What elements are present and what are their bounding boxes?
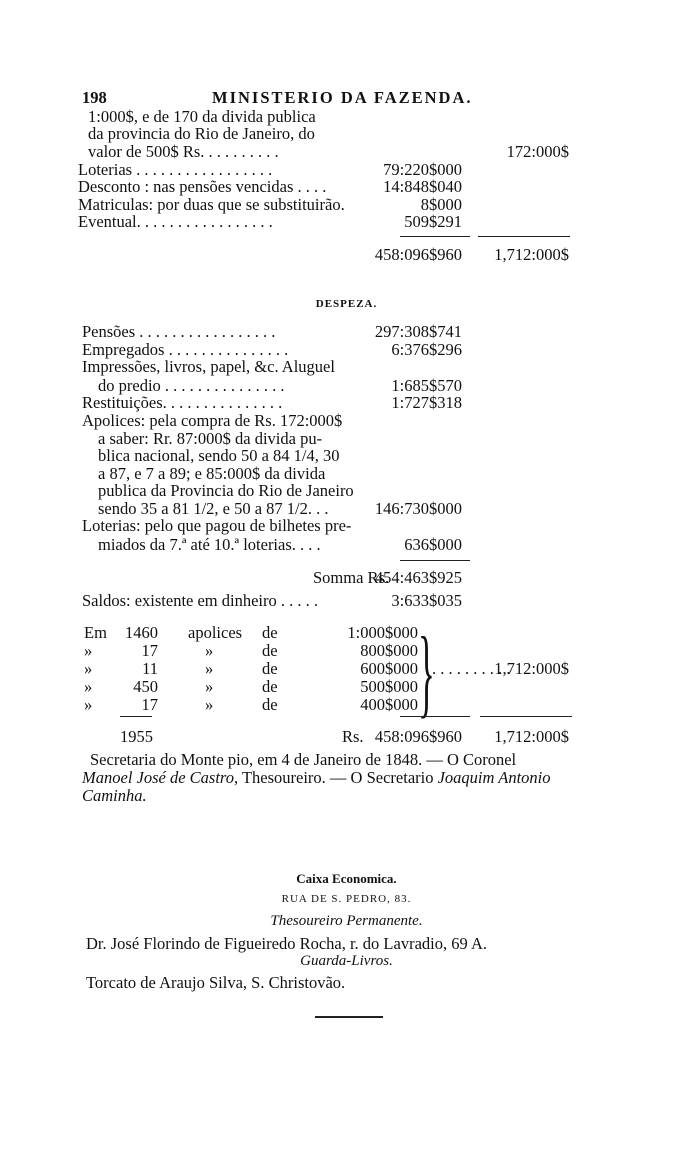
col1-amount: 636$000 xyxy=(404,535,462,554)
ledger-line xyxy=(0,393,693,413)
signature-line xyxy=(0,750,693,770)
apolice-value: 1:000$000 xyxy=(347,623,418,642)
line-text: do predio . . . . . . . . . . . . . . . xyxy=(98,376,285,395)
rs-label: Rs. xyxy=(342,727,364,746)
caixa-address: RUA DE S. PEDRO, 83. xyxy=(281,893,412,905)
apolice-de: de xyxy=(262,641,278,660)
col2-amount: 172:000$ xyxy=(506,142,569,161)
line-text: Pensões . . . . . . . . . . . . . . . . . xyxy=(82,322,276,341)
ledger-line xyxy=(0,516,693,536)
final-totals xyxy=(0,727,693,747)
col1-amount: 1:727$318 xyxy=(391,393,462,412)
leader: . . . . . . . . . . xyxy=(432,659,511,678)
ledger-line xyxy=(0,124,693,144)
line-text: publica da Provincia do Rio de Janeiro xyxy=(98,481,354,500)
apolice-count: 450 xyxy=(133,677,158,696)
treasurer-entry: Dr. José Florindo de Figueiredo Rocha, r. do Lavradio, 69 A. xyxy=(86,934,487,953)
line-text: Loterias . . . . . . . . . . . . . . . . . xyxy=(78,160,273,179)
apolice-count: 1460 xyxy=(125,623,158,642)
brace: } xyxy=(418,616,435,727)
ledger-line xyxy=(0,142,693,162)
page-number: 198 xyxy=(82,88,107,107)
ledger-line xyxy=(0,481,693,501)
line-text: Impressões, livros, papel, &c. Aluguel xyxy=(82,357,335,376)
apolice-value: 400$000 xyxy=(360,695,418,714)
line-text: valor de 500$ Rs. . . . . . . . . . xyxy=(88,142,279,161)
apolice-word: » xyxy=(205,677,214,696)
bookkeeper-entry: Torcato de Araujo Silva, S. Christovão. xyxy=(86,973,346,992)
ledger-line xyxy=(0,212,693,232)
line-text: Apolices: pela compra de Rs. 172:000$ xyxy=(82,411,343,430)
apolice-prefix: » xyxy=(84,659,93,678)
somma-label: Somma Rs. xyxy=(313,568,390,587)
ledger-line xyxy=(0,446,693,466)
line-text: Matriculas: por duas que se substituirão. xyxy=(78,195,345,214)
apolice-de: de xyxy=(262,677,278,696)
total-col2: 1,712:000$ xyxy=(494,245,569,264)
line-text: Empregados . . . . . . . . . . . . . . . xyxy=(82,340,289,359)
apolice-row xyxy=(0,695,693,715)
divider xyxy=(478,236,570,237)
apolice-row xyxy=(0,641,693,661)
apolice-row xyxy=(0,677,693,697)
apolice-count: 11 xyxy=(142,659,158,678)
col1-amount: 297:308$741 xyxy=(374,322,462,341)
apolice-de: de xyxy=(262,659,278,678)
count-total: 1955 xyxy=(120,727,153,746)
divider xyxy=(120,716,152,717)
role-bookkeeper: Guarda-Livros. xyxy=(300,953,393,969)
saldos-value: 3:633$035 xyxy=(391,591,462,610)
col1-amount: 1:685$570 xyxy=(391,376,462,395)
line-text: da provincia do Rio de Janeiro, do xyxy=(88,124,315,143)
final-col1: 458:096$960 xyxy=(374,727,462,746)
apolice-count: 17 xyxy=(141,695,158,714)
apolice-value: 600$000 xyxy=(360,659,418,678)
divider xyxy=(480,716,572,717)
col1-amount: 79:220$000 xyxy=(383,160,462,179)
line-text: Loterias: pelo que pagou de bilhetes pre- xyxy=(82,516,352,535)
line-text: blica nacional, sendo 50 a 84 1/4, 30 xyxy=(98,446,340,465)
apolice-word: » xyxy=(205,659,214,678)
line-text: 1:000$, e de 170 da divida publica xyxy=(88,107,316,126)
line-text: a saber: Rr. 87:000$ da divida pu- xyxy=(98,429,323,448)
saldos-row xyxy=(0,591,693,611)
signature-line xyxy=(0,768,693,788)
apolice-de: de xyxy=(262,623,278,642)
receita-totals xyxy=(0,245,693,265)
line-text: Restituições. . . . . . . . . . . . . . . xyxy=(82,393,283,412)
end-rule xyxy=(315,1016,383,1018)
apolice-prefix: » xyxy=(84,641,93,660)
apolice-word: » xyxy=(205,695,214,714)
line-text: sendo 35 a 81 1/2, e 50 a 87 1/2. . . xyxy=(98,499,329,518)
signature-text: Secretaria do Monte pio, em 4 de Janeiro de 1848. — O Coronel xyxy=(90,750,517,769)
col1-amount: 6:376$296 xyxy=(391,340,462,359)
apolice-word: » xyxy=(205,641,214,660)
line-text: miados da 7.ª até 10.ª loterias. . . . xyxy=(98,535,321,554)
caixa-title: Caixa Economica. xyxy=(296,871,397,886)
divider xyxy=(400,236,470,237)
running-title: MINISTERIO DA FAZENDA. xyxy=(212,88,473,107)
apolice-value: 800$000 xyxy=(360,641,418,660)
divider xyxy=(400,560,470,561)
apolice-prefix: » xyxy=(84,677,93,696)
somma-value: 454:463$925 xyxy=(374,568,462,587)
ledger-line xyxy=(0,411,693,431)
apolice-value: 500$000 xyxy=(360,677,418,696)
role-treasurer: Thesoureiro Permanente. xyxy=(270,913,423,929)
treasurer-name: Manoel José de Castro xyxy=(82,768,234,787)
signature-text: , Thesoureiro. — O Secretario xyxy=(234,768,438,787)
apolice-row xyxy=(0,623,693,643)
ledger-line xyxy=(0,535,693,555)
ledger-line xyxy=(0,177,693,197)
line-text: Desconto : nas pensões vencidas . . . . xyxy=(78,177,327,196)
apolices-total-row xyxy=(0,659,693,679)
apolice-count: 17 xyxy=(141,641,158,660)
col1-amount: 8$000 xyxy=(420,195,462,214)
total-col1: 458:096$960 xyxy=(374,245,462,264)
signature-line xyxy=(0,786,693,806)
line-text: Eventual. . . . . . . . . . . . . . . . . xyxy=(78,212,273,231)
page-header xyxy=(0,88,693,108)
despeza-heading: DESPEZA. xyxy=(315,298,378,310)
col1-amount: 146:730$000 xyxy=(374,499,462,518)
apolice-word: apolices xyxy=(188,623,243,642)
line-text: a 87, e 7 a 89; e 85:000$ da divida xyxy=(98,464,326,483)
apolice-prefix: » xyxy=(84,695,93,714)
divider xyxy=(400,716,470,717)
somma-row xyxy=(0,568,693,588)
secretary-name: Joaquim Antonio xyxy=(437,768,551,787)
apolices-total: 1,712:000$ xyxy=(494,659,569,678)
apolice-de: de xyxy=(262,695,278,714)
saldos-label: Saldos: existente em dinheiro . . . . . xyxy=(82,591,319,610)
final-col2: 1,712:000$ xyxy=(494,727,569,746)
col1-amount: 509$291 xyxy=(404,212,462,231)
ledger-line xyxy=(0,322,693,342)
col1-amount: 14:848$040 xyxy=(383,177,462,196)
ledger-line xyxy=(0,357,693,377)
secretary-name-cont: Caminha. xyxy=(82,786,147,805)
apolice-prefix: Em xyxy=(84,623,107,642)
